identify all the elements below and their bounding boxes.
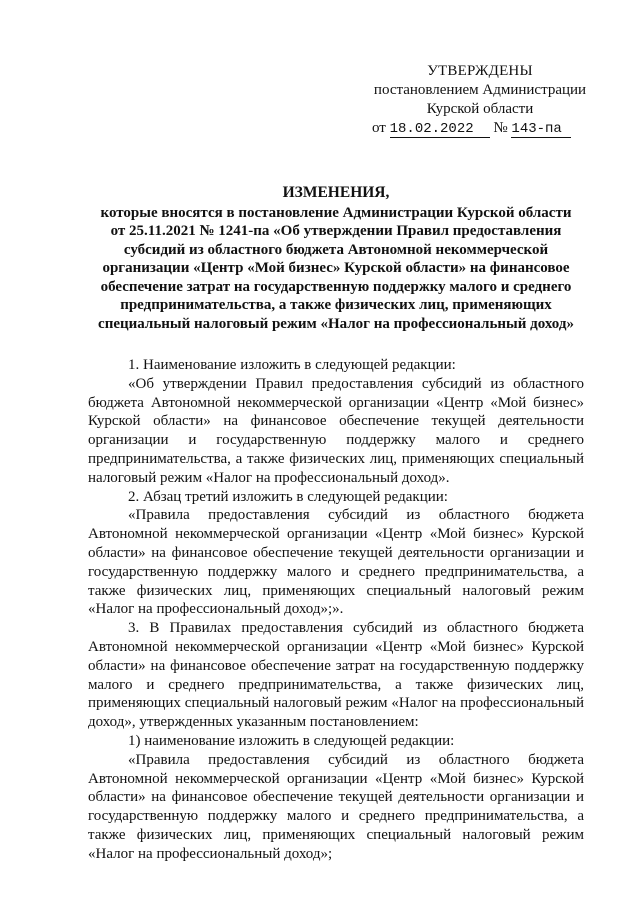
body-paragraph: «Правила предоставления субсидий из областного бюджета Автономной некоммерческой организации «Центр «Мой бизнес» Курской области» на финансовое обеспечение текущей деятельности организации и государственную поддержку малого и среднего предпринимательства, а также физических лиц, применяющих специальный налоговый режим «Налог на профессиональный доход»;». <box>88 507 584 618</box>
body-paragraph: 1) наименование изложить в следующей редакции: <box>128 732 455 749</box>
title-line: предпринимательства, а также физических лиц, применяющих <box>120 297 552 313</box>
approval-number: 143-па <box>511 121 571 138</box>
approval-line-1: постановлением Администрации <box>373 82 587 98</box>
body-paragraph: 2. Абзац третий изложить в следующей редакции: <box>128 488 448 505</box>
approval-stamp <box>360 62 600 138</box>
approval-date: 18.02.2022 <box>390 121 490 138</box>
body-paragraph: 3. В Правилах предоставления субсидий из областного бюджета Автономной некоммерческой организации «Центр «Мой бизнес» Курской области» на финансовое обеспечение затрат на государственную поддержку малого и среднего предпринимательства, а также физических лиц, применяющих специальный налоговый режим «Налог на профессиональный доход», утвержденных указанным постановлением: <box>88 620 584 731</box>
approval-line-2: Курской области <box>426 101 534 117</box>
approval-date-row <box>360 119 600 138</box>
body-paragraph: 1. Наименование изложить в следующей редакции: <box>128 357 456 373</box>
date-prefix: от <box>372 120 386 136</box>
title-line: субсидий из областного бюджета Автономной некоммерческой <box>123 241 549 258</box>
title-line: которые вносятся в постановление Администрации Курской области <box>100 204 572 221</box>
number-prefix: № <box>493 120 508 136</box>
approval-heading: УТВЕРЖДЕНЫ <box>427 63 533 79</box>
document-body <box>88 356 584 864</box>
title-line: от 25.11.2021 № 1241-па «Об утверждении Правил предоставления <box>110 223 562 239</box>
body-paragraph: «Правила предоставления субсидий из областного бюджета Автономной некоммерческой организации «Центр «Мой бизнес» Курской области» на финансовое обеспечение текущей деятельности организации и государственную поддержку малого и среднего предпринимательства, а также физических лиц, применяющих специальный налоговый режим «Налог на профессиональный доход»; <box>88 751 584 862</box>
body-paragraph: «Об утверждении Правил предоставления субсидий из областного бюджета Автономной некоммерческой организации «Центр «Мой бизнес» Курской области» на финансовое обеспечение текущей деятельности организации и государственную поддержку малого и среднего предпринимательства, а также физических лиц, применяющих специальный налоговый режим «Налог на профессиональный доход». <box>88 375 584 486</box>
title-line: специальный налоговый режим «Налог на профессиональный доход» <box>98 315 574 332</box>
title-heading: ИЗМЕНЕНИЯ, <box>282 184 390 201</box>
document-title <box>88 184 584 333</box>
title-line: обеспечение затрат на государственную поддержку малого и среднего <box>100 278 572 295</box>
title-line: организации «Центр «Мой бизнес» Курской области» на финансовое <box>102 260 570 276</box>
